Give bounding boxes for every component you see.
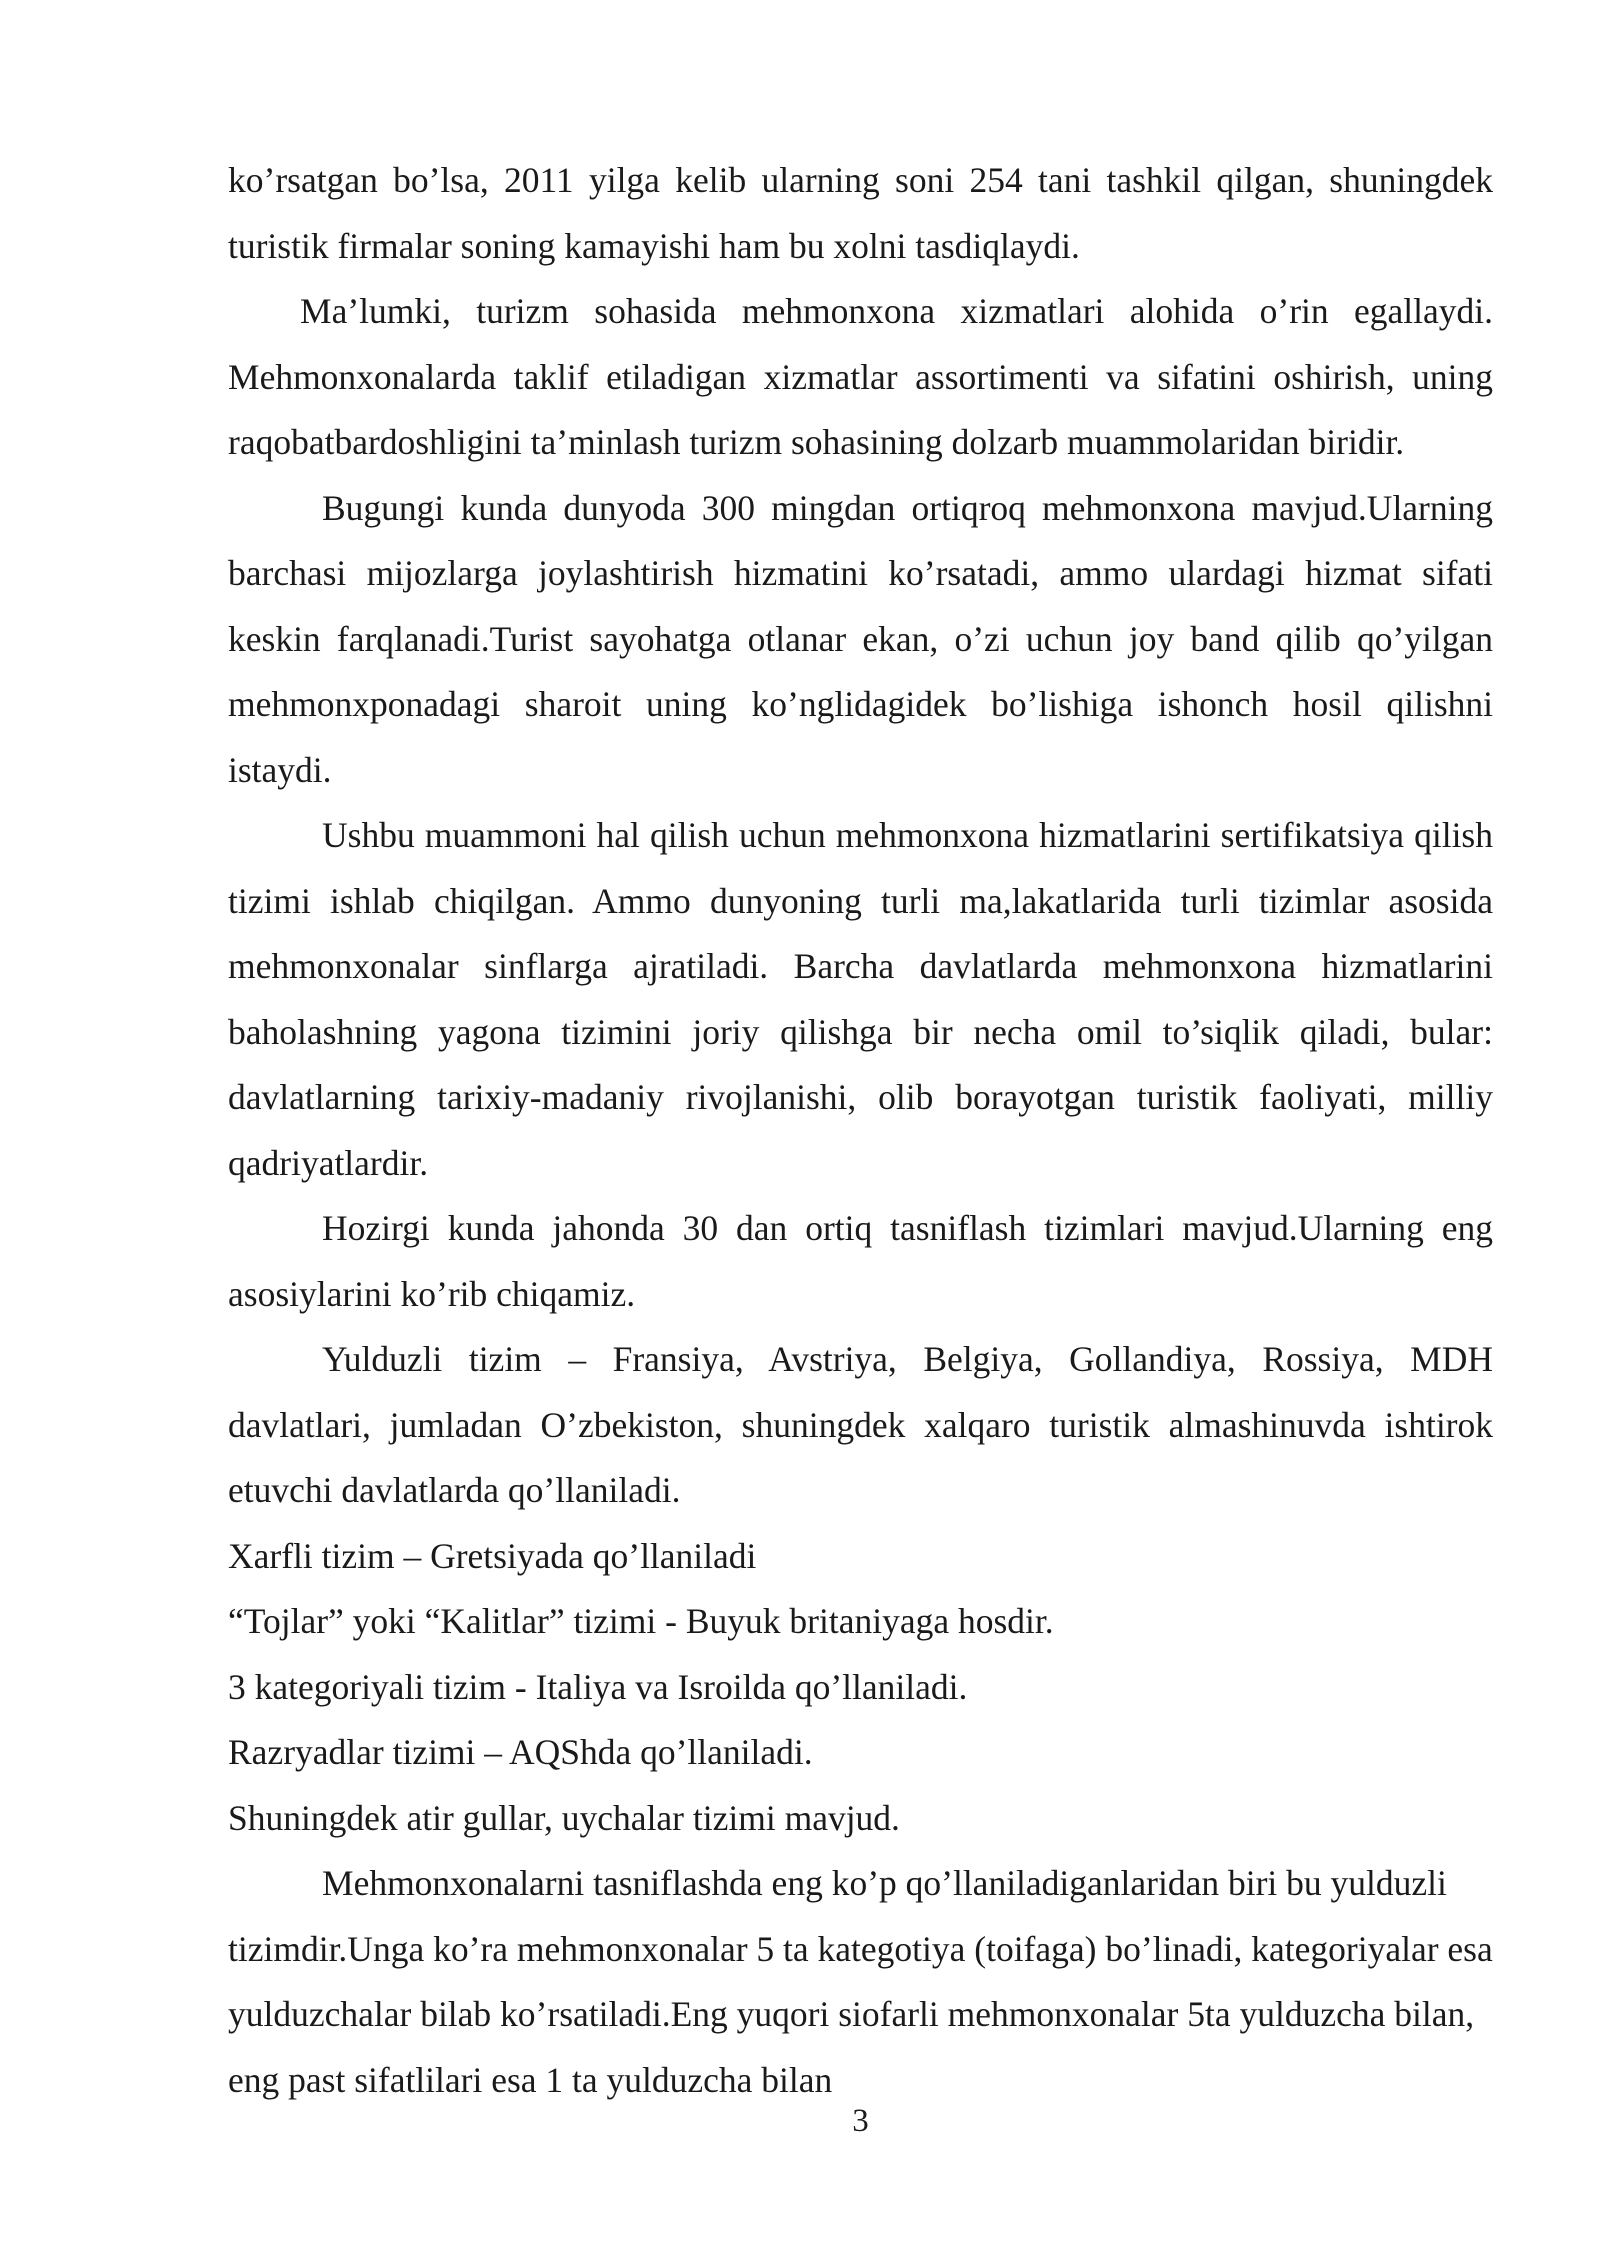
- list-item-other-systems: Shuningdek atir gullar, uychalar tizimi mavjud.: [228, 1797, 900, 1838]
- paragraph-hotels-count: Bugungi kunda dunyoda 300 mingdan ortiqroq mehmonxona mavjud.Ularning barchasi mijozlarga joylashtirish hizmatini ko’rsatadi, ammo ulardagi hizmat sifati keskin farqlanadi.Turist sayohatga otlanar ekan, o’zi uchun joy band qilib qo’yilgan mehmonxponadagi sharoit uning ko’nglidagidek bo’lishiga ishonch hosil qilishni istaydi.: [228, 487, 1493, 790]
- document-body: [228, 148, 1493, 2113]
- paragraph-star-system: Yulduzli tizim – Fransiya, Avstriya, Belgiya, Gollandiya, Rossiya, MDH davlatlari, jumladan O’zbekiston, shuningdek xalqaro turistik almashinuvda ishtirok etuvchi davlatlarda qo’llaniladi.: [228, 1339, 1493, 1510]
- page-number: 3: [852, 2103, 869, 2139]
- paragraph-continuation: ko’rsatgan bo’lsa, 2011 yilga kelib ularning soni 254 tani tashkil qilgan, shuningdek turistik firmalar soning kamayishi ham bu xolni tasdiqlaydi.: [228, 160, 1493, 266]
- list-item-crowns-system: “Tojlar” yoki “Kalitlar” tizimi - Buyuk britaniyaga hosdir.: [228, 1601, 1054, 1641]
- paragraph-classification-systems: Hozirgi kunda jahonda 30 dan ortiq tasniflash tizimlari mavjud.Ularning eng asosiylarini ko’rib chiqamiz.: [228, 1208, 1493, 1314]
- list-item-category-system: 3 kategoriyali tizim - Italiya va Isroilda qo’llaniladi.: [228, 1666, 968, 1707]
- list-item-rank-system: Razryadlar tizimi – AQShda qo’llaniladi.: [228, 1732, 813, 1772]
- list-item-letter-system: Xarfli tizim – Gretsiyada qo’llaniladi: [228, 1535, 757, 1576]
- paragraph-star-classification: Mehmonxonalarni tasniflashda eng ko’p qo’llaniladiganlaridan biri bu yulduzli tizimdir.Unga ko’ra mehmonxonalar 5 ta kategotiya (toifaga) bo’linadi, kategoriyalar esa yulduzchalar bilab ko’rsatiladi.Eng yuqori siofarli mehmonxonalar 5ta yulduzcha bilan, eng past sifatlilari esa 1 ta yulduzcha bilan: [228, 1863, 1493, 2100]
- paragraph-hotel-services: Ma’lumki, turizm sohasida mehmonxona xizmatlari alohida o’rin egallaydi. Mehmonxonalarda taklif etiladigan xizmatlar assortimenti va sifatini oshirish, uning raqobatbardoshligini ta’minlash turizm sohasining dolzarb muammolaridan biridir.: [228, 291, 1493, 462]
- paragraph-certification: Ushbu muammoni hal qilish uchun mehmonxona hizmatlarini sertifikatsiya qilish tizimi ishlab chiqilgan. Ammo dunyoning turli ma,lakatlarida turli tizimlar asosida mehmonxonalar sinflarga ajratiladi. Barcha davlatlarda mehmonxona hizmatlarini baholashning yagona tizimini joriy qilishga bir necha omil to’siqlik qiladi, bular: davlatlarning tarixiy-madaniy rivojlanishi, olib borayotgan turistik faoliyati, milliy qadriyatlardir.: [228, 815, 1493, 1183]
